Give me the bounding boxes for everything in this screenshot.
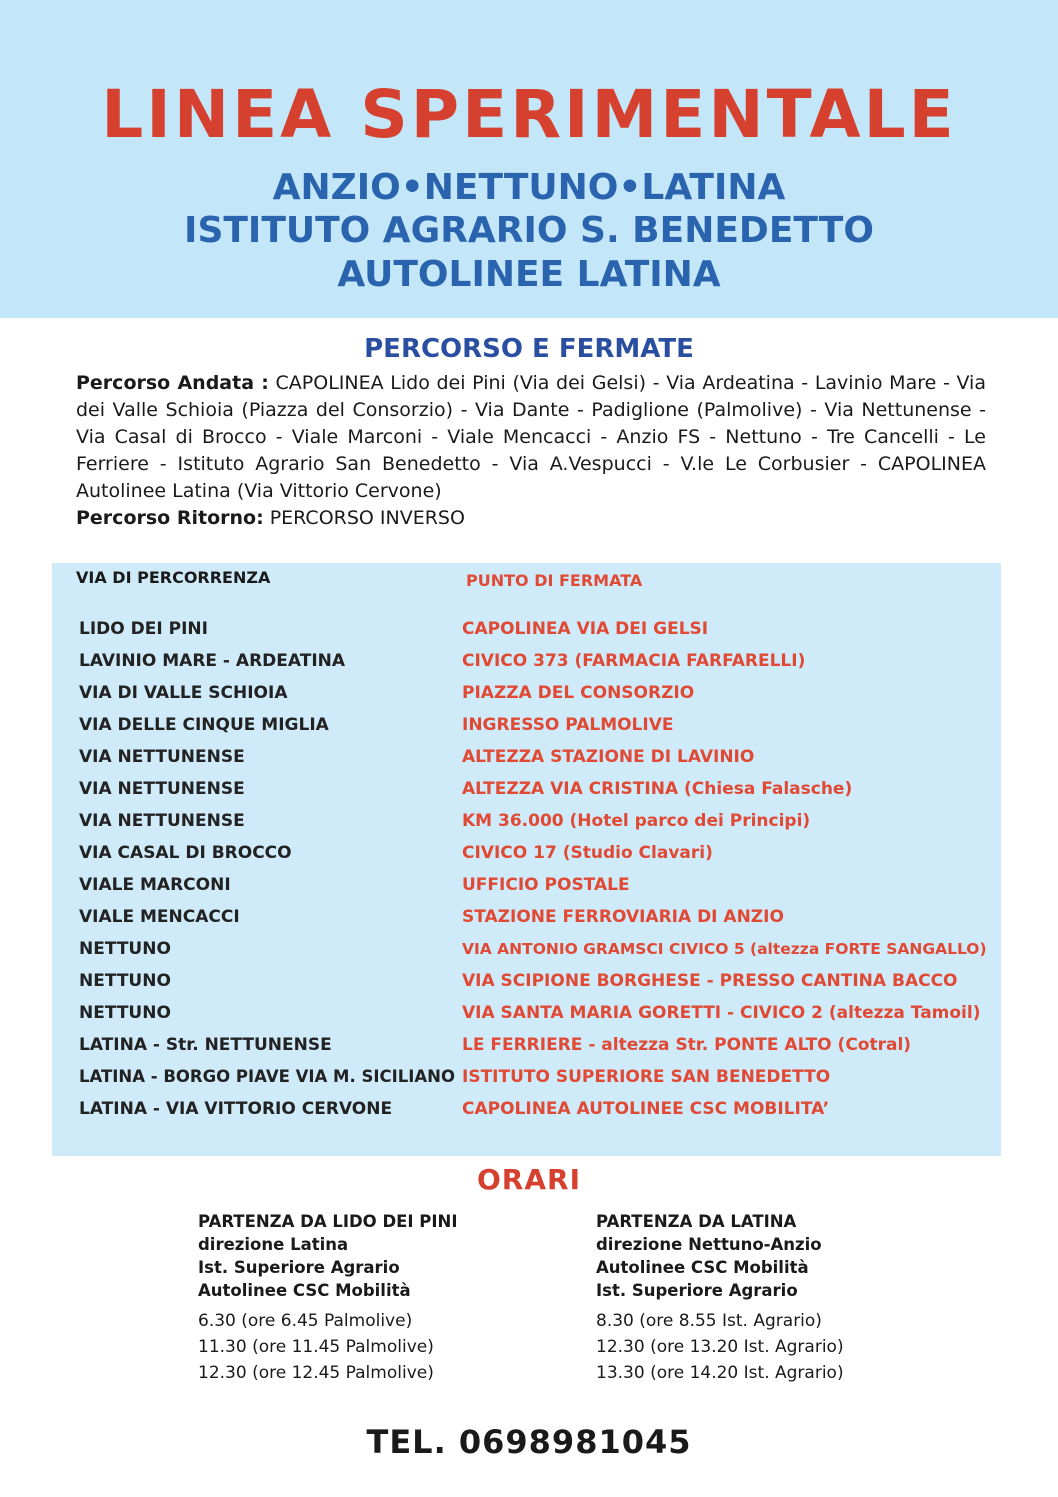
telephone-number: TEL. 0698981045 xyxy=(366,1423,692,1461)
stop-punto: CIVICO 17 (Studio Clavari) xyxy=(462,843,713,863)
subtitle-operator: AUTOLINEE LATINA xyxy=(337,254,721,295)
stop-row xyxy=(0,709,1058,741)
stop-punto: KM 36.000 (Hotel parco dei Principi) xyxy=(462,811,811,831)
subtitle-institute: ISTITUTO AGRARIO S. BENEDETTO xyxy=(184,210,874,251)
stop-via: VIA NETTUNENSE xyxy=(79,811,245,831)
stop-punto: ALTEZZA VIA CRISTINA (Chiesa Falasche) xyxy=(462,779,853,799)
andata-text: CAPOLINEA Lido dei Pini (Via dei Gelsi) - Via Ardeatina - Lavinio Mare - Via dei Valle Schioia (Piazza del Consorzio) - Via Dante - Padiglione (Palmolive) - Via Nettunense - Via Casal di Brocco - Viale Marconi - Viale Mencacci - Anzio FS - Nettuno - Tre Cancelli - Le Ferriere - Istituto Agrario San Benedetto - Via A.Vespucci - V.le Le Corbusier - CAPOLINEA Autolinee Latina (Via Vittorio Cervone) xyxy=(76,372,986,502)
stop-row xyxy=(0,869,1058,901)
stop-via: VIA NETTUNENSE xyxy=(79,747,245,767)
main-title: LINEA SPERIMENTALE xyxy=(101,76,957,153)
stop-via: LATINA - Str. NETTUNENSE xyxy=(79,1035,332,1055)
orari-head-line: Ist. Superiore Agrario xyxy=(198,1258,400,1277)
stop-via: LATINA - VIA VITTORIO CERVONE xyxy=(79,1099,393,1119)
stop-row xyxy=(0,645,1058,677)
stop-punto: INGRESSO PALMOLIVE xyxy=(462,715,674,735)
stop-via: VIA NETTUNENSE xyxy=(79,779,245,799)
stop-row xyxy=(0,901,1058,933)
orari-title: ORARI xyxy=(476,1163,581,1196)
stop-row xyxy=(0,965,1058,997)
orari-head-line: Autolinee CSC Mobilità xyxy=(596,1258,809,1277)
column-header-punto: PUNTO DI FERMATA xyxy=(466,571,643,590)
subtitle-towns: ANZIO•NETTUNO•LATINA xyxy=(272,167,786,208)
departure-time: 11.30 (ore 11.45 Palmolive) xyxy=(198,1337,434,1357)
stop-punto: VIA ANTONIO GRAMSCI CIVICO 5 (altezza FORTE SANGALLO) xyxy=(462,940,987,958)
stop-via: LAVINIO MARE - ARDEATINA xyxy=(79,651,346,671)
stop-row xyxy=(0,613,1058,645)
orari-head-line: Ist. Superiore Agrario xyxy=(596,1281,798,1300)
stop-row xyxy=(0,1093,1058,1125)
stop-row xyxy=(0,1061,1058,1093)
orari-head xyxy=(198,1210,578,1302)
stop-row xyxy=(0,933,1058,965)
stop-row xyxy=(0,997,1058,1029)
stop-via: VIA CASAL DI BROCCO xyxy=(79,843,292,863)
stop-via: VIA DI VALLE SCHIOIA xyxy=(79,683,288,703)
departure-time: 12.30 (ore 13.20 Ist. Agrario) xyxy=(596,1337,844,1357)
orari-times xyxy=(596,1308,976,1386)
orari-head-line: PARTENZA DA LIDO DEI PINI xyxy=(198,1212,458,1231)
stop-row xyxy=(0,741,1058,773)
stop-row xyxy=(0,1029,1058,1061)
stop-punto: PIAZZA DEL CONSORZIO xyxy=(462,683,695,703)
stop-row xyxy=(0,773,1058,805)
departure-time: 6.30 (ore 6.45 Palmolive) xyxy=(198,1311,413,1331)
stop-via: LIDO DEI PINI xyxy=(79,619,208,639)
stop-via: LATINA - BORGO PIAVE VIA M. SICILIANO xyxy=(79,1067,455,1086)
ritorno-text: PERCORSO INVERSO xyxy=(263,507,465,529)
stop-via: VIALE MENCACCI xyxy=(79,907,240,927)
departure-time: 12.30 (ore 12.45 Palmolive) xyxy=(198,1363,434,1383)
departure-time: 8.30 (ore 8.55 Ist. Agrario) xyxy=(596,1311,822,1331)
stop-via: VIALE MARCONI xyxy=(79,875,231,895)
stop-punto: VIA SCIPIONE BORGHESE - PRESSO CANTINA BACCO xyxy=(462,971,958,991)
stop-row xyxy=(0,677,1058,709)
departure-time: 13.30 (ore 14.20 Ist. Agrario) xyxy=(596,1363,844,1383)
orari-head-line: Autolinee CSC Mobilità xyxy=(198,1281,411,1300)
route-description xyxy=(76,370,986,532)
stop-punto: VIA SANTA MARIA GORETTI - CIVICO 2 (altezza Tamoil) xyxy=(462,1003,981,1023)
andata-label: Percorso Andata : xyxy=(76,372,269,394)
stop-punto: UFFICIO POSTALE xyxy=(462,875,630,895)
orari-from-lido xyxy=(198,1210,578,1386)
stop-row xyxy=(0,837,1058,869)
stop-via: NETTUNO xyxy=(79,1003,171,1023)
stop-row xyxy=(0,805,1058,837)
stop-punto: CAPOLINEA VIA DEI GELSI xyxy=(462,619,709,639)
column-header-via: VIA DI PERCORRENZA xyxy=(76,568,271,587)
orari-head xyxy=(596,1210,976,1302)
orari-head-line: direzione Latina xyxy=(198,1235,349,1254)
route-section-title: PERCORSO E FERMATE xyxy=(364,334,694,364)
stop-via: VIA DELLE CINQUE MIGLIA xyxy=(79,715,329,735)
stop-punto: ISTITUTO SUPERIORE SAN BENEDETTO xyxy=(462,1067,831,1087)
stop-punto: STAZIONE FERROVIARIA DI ANZIO xyxy=(462,907,784,927)
orari-times xyxy=(198,1308,578,1386)
stop-punto: ALTEZZA STAZIONE DI LAVINIO xyxy=(462,747,755,767)
orari-from-latina xyxy=(596,1210,976,1386)
orari-head-line: direzione Nettuno-Anzio xyxy=(596,1235,822,1254)
stop-punto: CAPOLINEA AUTOLINEE CSC MOBILITA’ xyxy=(462,1099,830,1119)
stop-via: NETTUNO xyxy=(79,971,171,991)
stop-punto: CIVICO 373 (FARMACIA FARFARELLI) xyxy=(462,651,806,671)
orari-head-line: PARTENZA DA LATINA xyxy=(596,1212,797,1231)
stop-punto: LE FERRIERE - altezza Str. PONTE ALTO (Cotral) xyxy=(462,1035,912,1055)
ritorno-label: Percorso Ritorno: xyxy=(76,507,264,529)
stop-via: NETTUNO xyxy=(79,939,171,959)
